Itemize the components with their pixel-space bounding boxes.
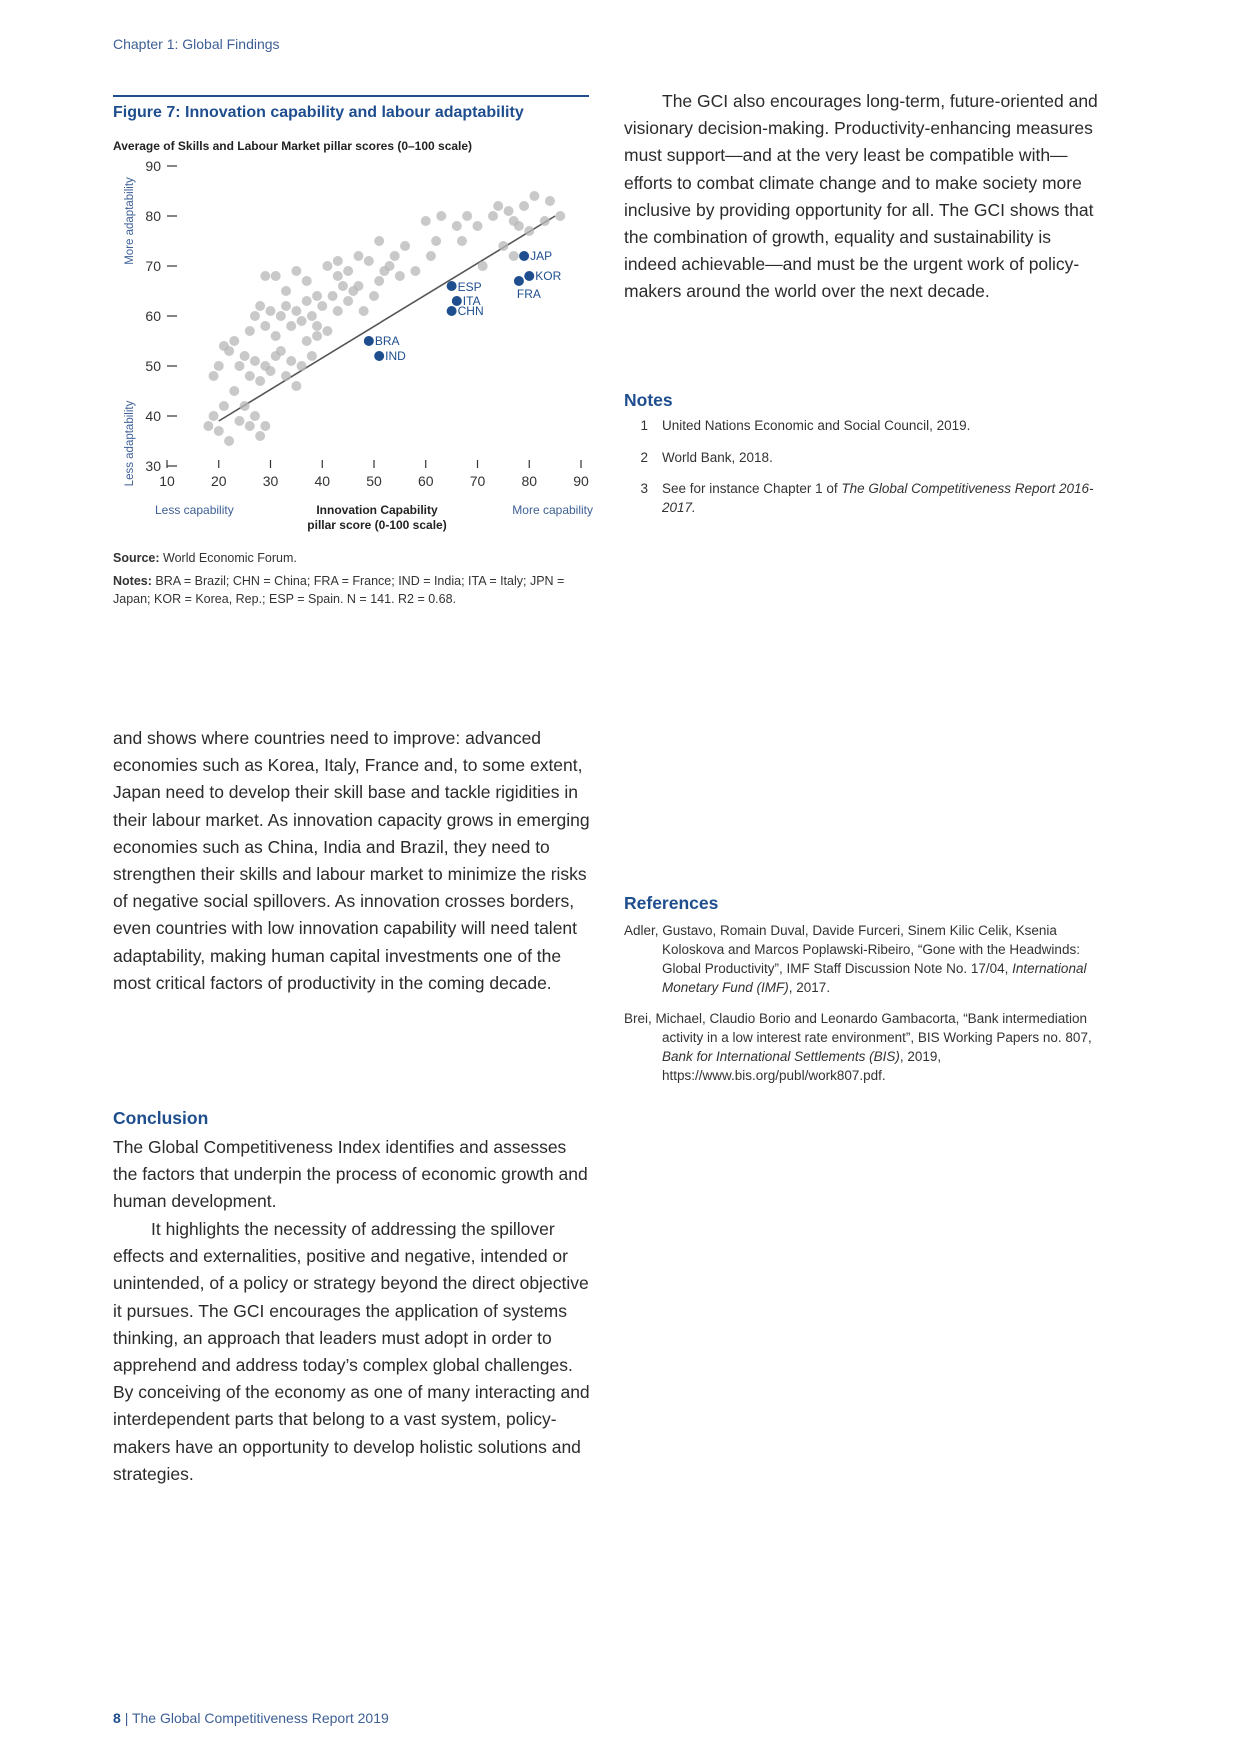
- data-point: [395, 271, 405, 281]
- figure-title: Figure 7: Innovation capability and labour adaptability: [113, 104, 524, 121]
- note-text: United Nations Economic and Social Council, 2019.: [662, 418, 971, 433]
- data-point: [240, 401, 250, 411]
- data-point: [519, 201, 529, 211]
- x-tick-label: 40: [314, 473, 331, 489]
- footer-separator: |: [124, 1710, 129, 1726]
- data-point: [276, 346, 286, 356]
- data-point: [297, 316, 307, 326]
- data-point: [322, 326, 332, 336]
- reference-text: Brei, Michael, Claudio Borio and Leonardo Gambacorta, “Bank intermediation activity in a low interest rate environment”, BIS Working Papers no. 807,: [624, 1010, 1092, 1045]
- data-point: [302, 296, 312, 306]
- data-point: [229, 386, 239, 396]
- data-point: [224, 436, 234, 446]
- note-text: See for instance Chapter 1 of: [662, 481, 842, 497]
- chapter-header: Chapter 1: Global Findings: [113, 36, 280, 52]
- data-point: [555, 211, 565, 221]
- data-point: [353, 281, 363, 291]
- data-point: [271, 271, 281, 281]
- highlight-point-jap: [519, 251, 529, 261]
- data-point: [426, 251, 436, 261]
- background-points: [203, 191, 565, 446]
- x-axis-title-line1: Innovation Capability: [316, 503, 438, 517]
- data-point: [312, 321, 322, 331]
- note-item: [624, 479, 1104, 517]
- data-point: [276, 311, 286, 321]
- data-point: [488, 211, 498, 221]
- page-footer: [113, 1710, 389, 1726]
- data-point: [379, 266, 389, 276]
- data-point: [343, 266, 353, 276]
- data-point: [410, 266, 420, 276]
- x-tick-label: 80: [521, 473, 538, 489]
- data-point: [473, 221, 483, 231]
- data-point: [271, 331, 281, 341]
- reference-item: [624, 1009, 1100, 1085]
- data-point: [266, 306, 276, 316]
- data-point: [400, 241, 410, 251]
- data-point: [286, 356, 296, 366]
- point-label-jap: JAP: [530, 249, 553, 263]
- x-axis-title-line2: pillar score (0-100 scale): [307, 518, 447, 532]
- reference-text-end: , 2017.: [788, 980, 831, 995]
- data-point: [234, 416, 244, 426]
- data-point: [260, 421, 270, 431]
- reference-italic: Bank for International Settlements (BIS): [662, 1048, 900, 1064]
- data-point: [250, 356, 260, 366]
- data-point: [255, 431, 265, 441]
- note-item: [624, 416, 1104, 435]
- note-number: 2: [640, 449, 648, 465]
- point-label-kor: KOR: [535, 269, 562, 283]
- data-point: [421, 216, 431, 226]
- reference-text-end: , 2019, https://www.bis.org/publ/work807.pdf.: [662, 1048, 942, 1083]
- figure-notes: Notes: BRA = Brazil; CHN = China; FRA = France; IND = India; ITA = Italy; JPN = Japan; KOR = Korea, Rep.; ESP = Spain. N = 141. R2 = 0.68.: [113, 574, 565, 606]
- data-point: [286, 321, 296, 331]
- x-tick-label: 60: [417, 473, 434, 489]
- data-point: [353, 251, 363, 261]
- data-point: [255, 301, 265, 311]
- highlight-point-chn: [447, 306, 457, 316]
- data-point: [291, 306, 301, 316]
- data-point: [307, 311, 317, 321]
- data-point: [245, 371, 255, 381]
- note-number: 3: [640, 481, 648, 497]
- data-point: [514, 221, 524, 231]
- data-point: [302, 276, 312, 286]
- data-point: [338, 281, 348, 291]
- reference-item: [624, 921, 1100, 997]
- data-point: [234, 361, 244, 371]
- data-point: [498, 241, 508, 251]
- data-point: [209, 371, 219, 381]
- page-number: 8: [113, 1710, 121, 1726]
- x-tick-label: 50: [366, 473, 382, 489]
- data-point: [281, 286, 291, 296]
- figure-source: Source: World Economic Forum.: [113, 551, 297, 565]
- data-point: [250, 411, 260, 421]
- chart-axes: [167, 166, 581, 468]
- reference-italic: International Monetary Fund (IMF): [662, 961, 1087, 995]
- notes-list: [624, 416, 1104, 530]
- point-label-fra: FRA: [516, 287, 541, 301]
- data-point: [493, 201, 503, 211]
- data-point: [214, 426, 224, 436]
- y-tick-label: 50: [145, 358, 161, 374]
- data-point: [452, 221, 462, 231]
- axis-labels: [124, 158, 593, 532]
- data-point: [302, 336, 312, 346]
- note-text-italic: The Global Competitiveness Report 2016-2017.: [662, 481, 1094, 516]
- data-point: [245, 421, 255, 431]
- data-point: [312, 291, 322, 301]
- data-point: [374, 276, 384, 286]
- data-point: [322, 261, 332, 271]
- conclusion-paragraph-2: It highlights the necessity of addressing the spillover effects and externalities, positive and negative, intended or unintended, of a policy or strategy beyond the direct objective it pursues. The GCI encourages the application of systems thinking, an approach that leaders must adopt in order to apprehend and address today’s complex global challenges. By conceiving of the economy as one of many interacting and interdependent parts that belong to a vast system, policy-makers have an opportunity to develop holistic solutions and strategies.: [113, 1219, 590, 1484]
- data-point: [359, 306, 369, 316]
- data-point: [209, 411, 219, 421]
- data-point: [214, 361, 224, 371]
- highlight-point-esp: [447, 281, 457, 291]
- figure-rule: [113, 95, 589, 97]
- data-point: [266, 366, 276, 376]
- data-point: [203, 421, 213, 431]
- data-point: [229, 336, 239, 346]
- y-tick-label: 90: [145, 158, 161, 174]
- y-low-label: Less adaptability: [124, 400, 136, 487]
- x-high-label: More capability: [512, 503, 593, 517]
- chart-title: Average of Skills and Labour Market pillar scores (0–100 scale): [113, 139, 473, 153]
- right-paragraph-1: The GCI also encourages long-term, future-oriented and visionary decision-making. Productivity-enhancing measures must support—and at the very least be compatible with—efforts to combat climate change and to make society more inclusive by providing opportunity for all. The GCI shows that the combination of growth, equality and sustainability is indeed achievable—and must be the urgent work of policy-makers around the world over the next decade.: [624, 91, 1098, 302]
- report-title: The Global Competitiveness Report 2019: [131, 1710, 389, 1726]
- data-point: [343, 296, 353, 306]
- x-tick-label: 10: [159, 473, 175, 489]
- data-point: [431, 236, 441, 246]
- point-label-esp: ESP: [457, 280, 482, 294]
- data-point: [457, 236, 467, 246]
- highlight-point-fra: [514, 276, 524, 286]
- data-point: [462, 211, 472, 221]
- data-point: [529, 191, 539, 201]
- point-label-ind: IND: [385, 349, 406, 363]
- x-tick-label: 20: [210, 473, 227, 489]
- y-tick-label: 70: [145, 258, 161, 274]
- references-list: [624, 921, 1100, 1096]
- data-point: [364, 256, 374, 266]
- data-point: [250, 311, 260, 321]
- data-point: [509, 251, 519, 261]
- data-point: [219, 401, 229, 411]
- data-point: [328, 291, 338, 301]
- data-point: [240, 351, 250, 361]
- data-point: [333, 306, 343, 316]
- y-high-label: More adaptability: [124, 177, 136, 265]
- scatter-chart: [113, 152, 593, 532]
- data-point: [281, 371, 291, 381]
- point-label-ita: ITA: [462, 294, 481, 308]
- highlight-point-bra: [364, 336, 374, 346]
- data-point: [504, 206, 514, 216]
- data-point: [224, 346, 234, 356]
- x-low-label: Less capability: [155, 503, 234, 517]
- x-tick-label: 70: [469, 473, 486, 489]
- data-point: [255, 376, 265, 386]
- point-label-bra: BRA: [374, 334, 400, 348]
- data-point: [245, 326, 255, 336]
- y-tick-label: 80: [145, 208, 161, 224]
- highlight-point-kor: [524, 271, 534, 281]
- data-point: [317, 301, 327, 311]
- data-point: [307, 351, 317, 361]
- note-text: World Bank, 2018.: [662, 449, 773, 465]
- data-point: [312, 331, 322, 341]
- y-tick-label: 40: [145, 408, 161, 424]
- y-tick-label: 60: [145, 308, 161, 324]
- data-point: [436, 211, 446, 221]
- data-point: [291, 266, 301, 276]
- conclusion-paragraph-1: The Global Competitiveness Index identifies and assesses the factors that underpin the process of economic growth and human development.: [113, 1137, 588, 1212]
- data-point: [260, 271, 270, 281]
- y-tick-label: 30: [145, 458, 161, 474]
- references-heading: References: [624, 893, 719, 913]
- point-label-chn: CHN: [457, 304, 484, 318]
- data-point: [333, 256, 343, 266]
- note-item: [624, 448, 1104, 467]
- notes-heading: Notes: [624, 390, 673, 410]
- data-point: [390, 251, 400, 261]
- data-point: [540, 216, 550, 226]
- data-point: [281, 301, 291, 311]
- conclusion-heading: Conclusion: [113, 1108, 209, 1128]
- note-number: 1: [640, 418, 648, 433]
- reference-text: Adler, Gustavo, Romain Duval, Davide Furceri, Sinem Kilic Celik, Ksenia Koloskova and Marcos Poplawski-Ribeiro, “Gone with the Headwinds: Global Productivity”, IMF Staff Discussion Note No. 17/04,: [624, 923, 1080, 976]
- data-point: [524, 226, 534, 236]
- data-point: [545, 196, 555, 206]
- x-tick-label: 30: [262, 473, 279, 489]
- data-point: [478, 261, 488, 271]
- data-point: [297, 361, 307, 371]
- data-point: [291, 381, 301, 391]
- data-point: [374, 236, 384, 246]
- data-point: [333, 271, 343, 281]
- x-tick-label: 90: [573, 473, 589, 489]
- left-paragraph-1: and shows where countries need to improve: advanced economies such as Korea, Italy, France and, to some extent, Japan need to develop their skill base and tackle rigidities in their labour market. As innovation capacity grows in emerging economies such as China, India and Brazil, they need to strengthen their skills and labour market to minimize the risks of negative social spillovers. As innovation crosses borders, even countries with low innovation capability will need talent adaptability, making human capital investments one of the most critical factors of productivity in the coming decade.: [113, 728, 590, 993]
- highlight-point-ind: [374, 351, 384, 361]
- data-point: [369, 291, 379, 301]
- data-point: [260, 321, 270, 331]
